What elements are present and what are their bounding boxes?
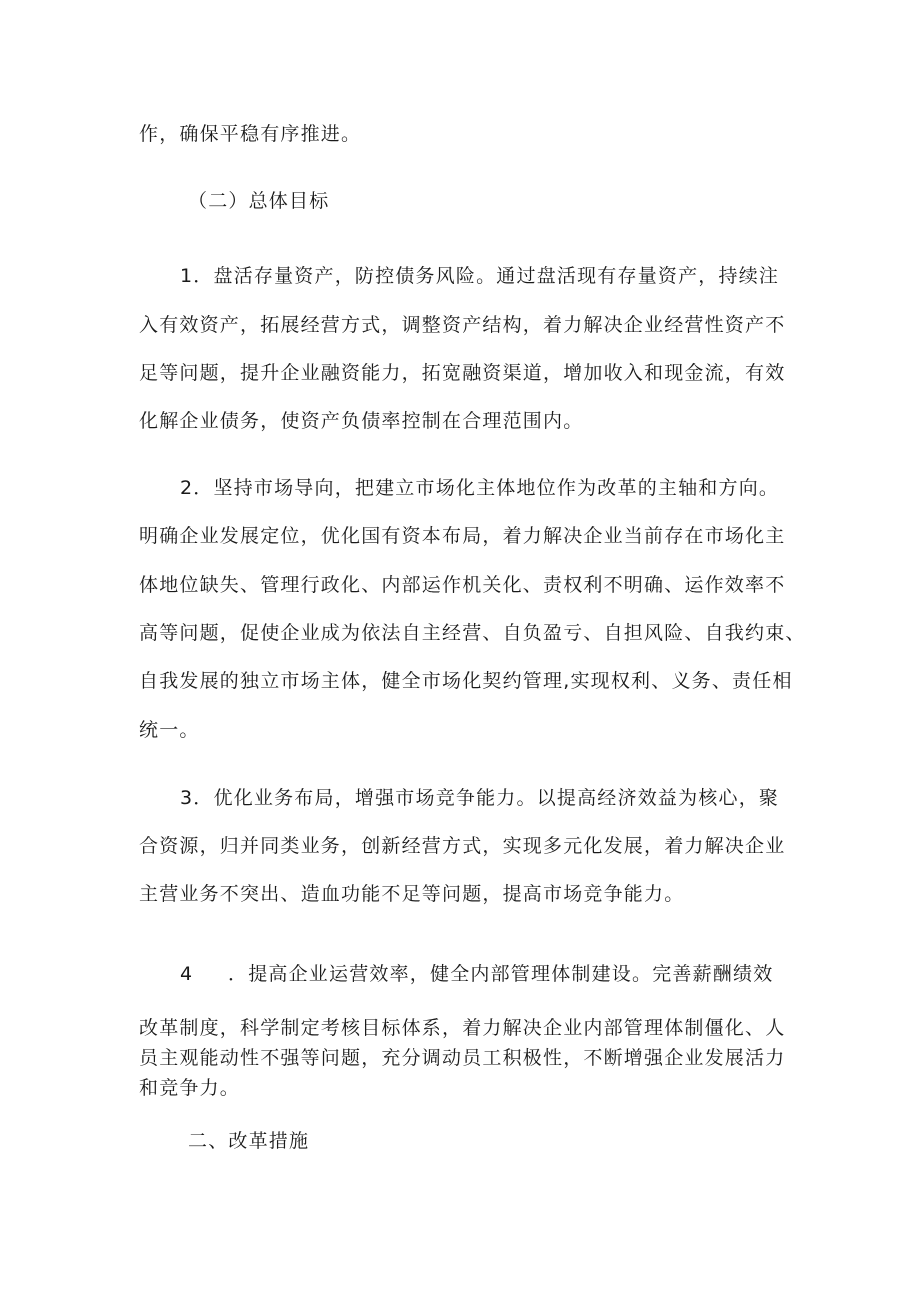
- section-heading: （二）总体目标: [188, 190, 330, 212]
- paragraph-line: 体地位缺失、管理行政化、内部运作机关化、责权利不明确、运作效率不: [139, 574, 786, 596]
- list-number: 4: [180, 963, 194, 985]
- paragraph-line: 2．坚持市场导向，把建立市场化主体地位作为改革的主轴和方向。: [180, 477, 780, 499]
- paragraph-line: 入有效资产，拓展经营方式，调整资产结构，着力解决企业经营性资产不: [139, 314, 786, 336]
- paragraph-line: 员主观能动性不强等问题，充分调动员工积极性，不断增强企业发展活力: [139, 1047, 786, 1069]
- paragraph-line: 明确企业发展定位，优化国有资本布局，着力解决企业当前存在市场化主: [139, 525, 786, 547]
- paragraph-line: 化解企业债务，使资产负债率控制在合理范围内。: [139, 410, 584, 432]
- paragraph-line: 自我发展的独立市场主体，健全市场化契约管理,实现权利、义务、责任相: [139, 670, 793, 692]
- paragraph-line: 主营业务不突出、造血功能不足等问题，提高市场竞争能力。: [139, 883, 685, 905]
- section-heading: 二、改革措施: [188, 1130, 310, 1152]
- paragraph-line: 和竞争力。: [139, 1077, 241, 1099]
- paragraph-line: 改革制度，科学制定考核目标体系，着力解决企业内部管理体制僵化、人: [139, 1017, 786, 1039]
- paragraph-line: 足等问题，提升企业融资能力，拓宽融资渠道，增加收入和现金流，有效: [139, 362, 786, 384]
- paragraph-line: 1．盘活存量资产，防控债务风险。通过盘活现有存量资产，持续注: [180, 265, 780, 287]
- paragraph-line: 3．优化业务布局，增强市场竞争能力。以提高经济效益为核心，聚: [180, 787, 780, 809]
- paragraph-line: 统一。: [139, 719, 200, 741]
- paragraph-line: ．提高企业运营效率，健全内部管理体制建设。完善薪酬绩效: [228, 963, 774, 985]
- paragraph-line: 作，确保平稳有序推进。: [139, 123, 362, 145]
- paragraph-line: 高等问题，促使企业成为依法自主经营、自负盈亏、自担风险、自我约束、: [139, 622, 806, 644]
- paragraph-line: 合资源，归并同类业务，创新经营方式，实现多元化发展，着力解决企业: [139, 835, 786, 857]
